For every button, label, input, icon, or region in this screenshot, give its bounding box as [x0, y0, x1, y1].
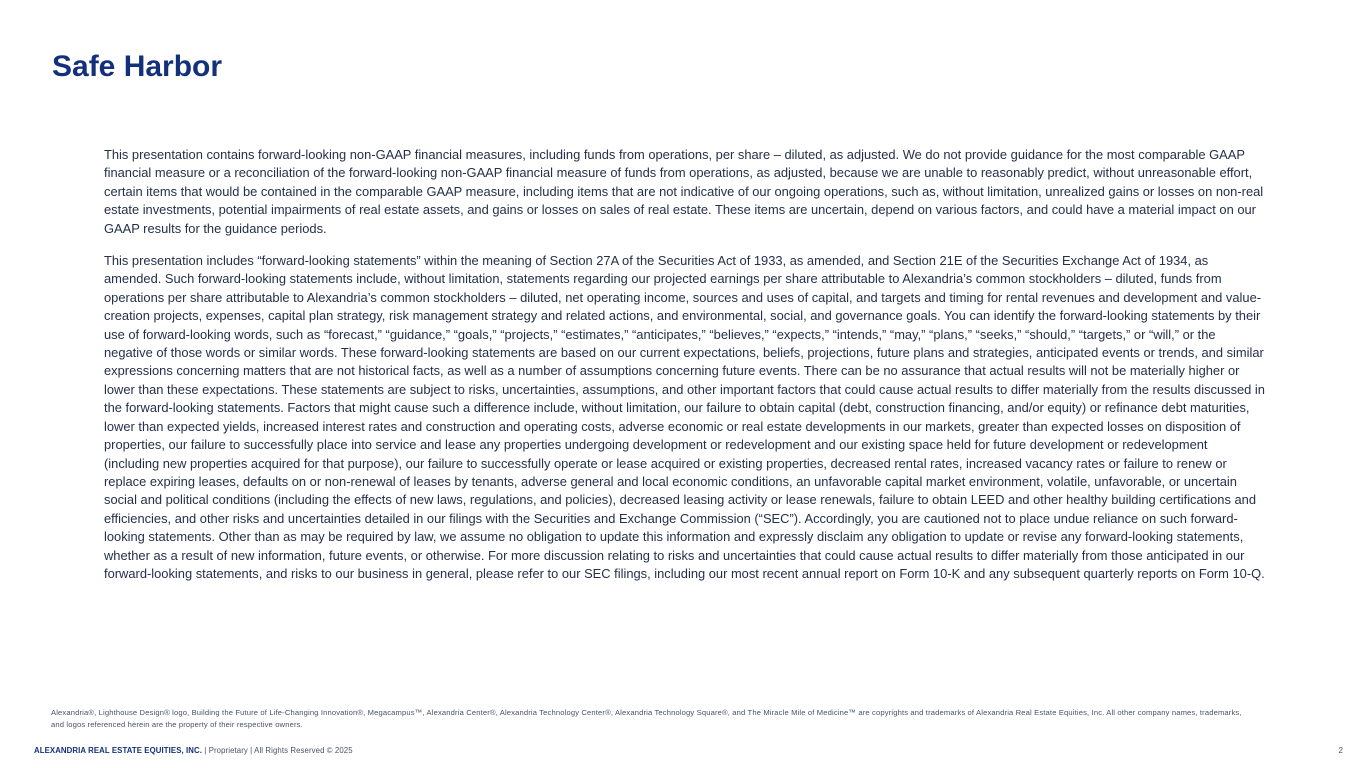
footer	[34, 746, 353, 755]
non-gaap-paragraph: This presentation contains forward-looking non-GAAP financial measures, including funds from operations, per share – diluted, as adjusted. We do not provide guidance for the most comparable GAAP financial measure or a reconciliation of the forward-looking non-GAAP financial measure of funds from operations, as adjusted, because we are unable to reasonably predict, without unreasonable effort, certain items that would be contained in the comparable GAAP measure, including items that are not indicative of our ongoing operations, such as, without limitation, unrealized gains or losses on non-real estate investments, potential impairments of real estate assets, and gains or losses on sales of real estate. These items are uncertain, depend on various factors, and could have a material impact on our GAAP results for the guidance periods.	[104, 147, 1264, 236]
page-title: Safe Harbor	[52, 50, 223, 83]
safe-harbor-body	[104, 146, 1266, 583]
footer-company-name: ALEXANDRIA REAL ESTATE EQUITIES, INC.	[34, 746, 203, 755]
forward-looking-paragraph: This presentation includes “forward-looking statements” within the meaning of Section 27A of the Securities Act of 1933, as amended, and Section 21E of the Securities Exchange Act of 1934, as amended. Such forward-looking statements include, without limitation, statements regarding our projected earnings per share attributable to Alexandria’s common stockholders – diluted, funds from operations per share attributable to Alexandria’s common stockholders – diluted, net operating income, sources and uses of capital, and targets and timing for rental revenues and development and value-creation projects, expenses, capital plan strategy, risk management strategy and related actions, and environmental, social, and governance goals. You can identify the forward-looking statements by their use of forward-looking words, such as “forecast,” “guidance,” “goals,” “projects,” “estimates,” “anticipates,” “believes,” “expects,” “intends,” “may,” “plans,” “seeks,” “should,” “targets,” or “will,” or the negative of those words or similar words. These forward-looking statements are based on our current expectations, beliefs, projections, future plans and strategies, anticipated events or trends, and similar expressions concerning matters that are not historical facts, as well as a number of assumptions concerning future events. There can be no assurance that actual results will not be materially higher or lower than these expectations. These statements are subject to risks, uncertainties, assumptions, and other important factors that could cause actual results to differ materially from the results discussed in the forward-looking statements. Factors that might cause such a difference include, without limitation, our failure to obtain capital (debt, construction financing, and/or equity) or refinance debt maturities, lower than expected yields, increased interest rates and construction and operating costs, adverse economic or real estate developments in our markets, greater than expected losses on disposition of properties, our failure to successfully place into service and lease any properties undergoing development or redevelopment and our existing space held for future development or redevelopment (including new properties acquired for that purpose), our failure to successfully operate or lease acquired or existing properties, decreased rental rates, increased vacancy rates or failure to renew or replace expiring leases, defaults on or non-renewal of leases by tenants, adverse general and local economic conditions, an unfavorable capital market environment, volatile, unfavorable, or uncertain social and political conditions (including the effects of new laws, regulations, and policies), decreased leasing activity or lease renewals, failure to obtain LEED and other healthy building certifications and efficiencies, and other risks and uncertainties detailed in our filings with the Securities and Exchange Commission (“SEC”). Accordingly, you are cautioned not to place undue reliance on such forward-looking statements. Other than as may be required by law, we assume no obligation to update this information and expressly disclaim any obligation to update or revise any forward-looking statements, whether as a result of new information, future events, or otherwise. For more discussion relating to risks and uncertainties that could cause actual results to differ materially from those anticipated in our forward-looking statements, and risks to our business in general, please refer to our SEC filings, including our most recent annual report on Form 10-K and any subsequent quarterly reports on Form 10-Q.	[104, 253, 1265, 581]
footer-notice: | Proprietary | All Rights Reserved © 2025	[202, 746, 353, 755]
page-number: 2	[1338, 746, 1343, 755]
trademark-notice: Alexandria®, Lighthouse Design® logo, Building the Future of Life-Changing Innovation®, Megacampus™, Alexandria Center®, Alexandria Technology Center®, Alexandria Technology Square®, and The Miracle Mile of Medicine™ are copyrights and trademarks of Alexandria Real Estate Equities, Inc. All other company names, trademarks, and logos referenced herein are the property of their respective owners.	[51, 708, 1242, 729]
